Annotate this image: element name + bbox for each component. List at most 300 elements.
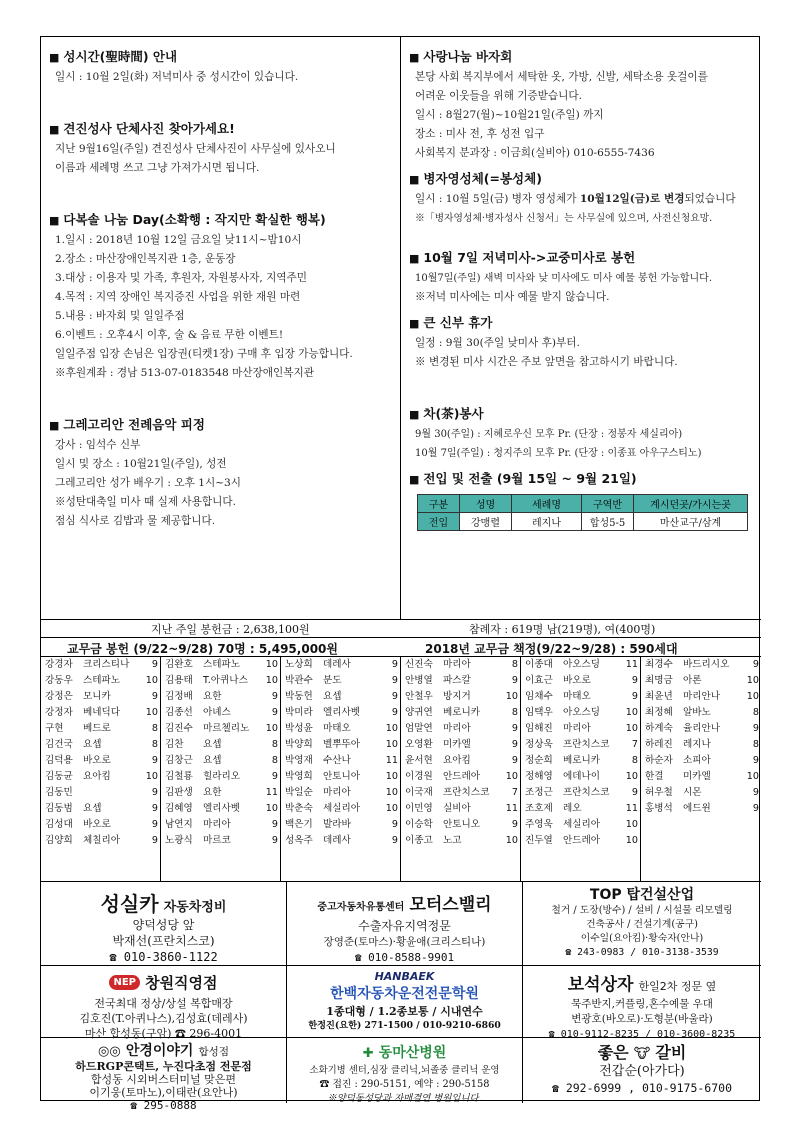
- member-name: 김혜영: [165, 803, 193, 814]
- member-name: 백은기: [285, 819, 313, 830]
- month-count: 8: [151, 739, 158, 750]
- member-name: 허우철: [645, 787, 673, 798]
- member-name: 노광식: [165, 835, 193, 846]
- month-count: 8: [511, 659, 518, 670]
- baptismal-name: 아론: [683, 675, 702, 686]
- baptismal-name: 프란치스코: [563, 739, 610, 750]
- member-name: 김건국: [45, 739, 73, 750]
- contribution-row: [401, 817, 520, 833]
- member-name: 강정자: [45, 707, 73, 718]
- contribution-head-right: 2018년 교무금 책정(9/22~9/28) : 590세대: [425, 642, 678, 656]
- month-count: 11: [505, 803, 518, 814]
- baptismal-name: 율리안나: [683, 723, 721, 734]
- month-count: 9: [271, 835, 278, 846]
- baptismal-name: 방지거: [443, 691, 471, 702]
- member-name: 김창근: [165, 755, 193, 766]
- month-count: 11: [265, 787, 278, 798]
- baptismal-name: 아오스딩: [563, 659, 601, 670]
- member-name: 김덕용: [45, 755, 73, 766]
- member-name: 박영재: [285, 755, 313, 766]
- contribution-row: [521, 737, 640, 753]
- member-name: 김동범: [45, 803, 73, 814]
- baptismal-name: 마리아: [563, 723, 591, 734]
- contribution-row: [401, 785, 520, 801]
- member-name: 조호제: [525, 803, 553, 814]
- member-name: 조정근: [525, 787, 553, 798]
- member-name: 신진숙: [405, 659, 433, 670]
- month-count: 8: [631, 755, 638, 766]
- member-name: 최경수: [645, 659, 673, 670]
- contribution-row: [521, 785, 640, 801]
- contribution-row: [641, 705, 761, 721]
- month-count: 9: [511, 755, 518, 766]
- member-name: 진두열: [525, 835, 553, 846]
- section-sick-communion: ■ 병자영성체(=봉성체) 일시 : 10월 5일(금) 병자 영성체가 10월12일(금)로 변경되었습니다 ※「병자영성체·병자성사 신청서」는 사무실에 있으며, 사전신청요망.: [409, 171, 736, 224]
- month-count: 10: [385, 739, 398, 750]
- contribution-row: [161, 705, 280, 721]
- baptismal-name: 요한: [203, 787, 222, 798]
- contribution-row: [401, 737, 520, 753]
- month-count: 9: [631, 691, 638, 702]
- contribution-column: [401, 657, 521, 881]
- month-count: 7: [631, 739, 638, 750]
- member-name: 오영환: [405, 739, 433, 750]
- baptismal-name: 마리아: [203, 819, 231, 830]
- square-bullet-icon: ■: [49, 419, 60, 432]
- contribution-row: [41, 721, 160, 737]
- contribution-column: [641, 657, 761, 881]
- month-count: 8: [151, 723, 158, 734]
- month-count: 9: [151, 835, 158, 846]
- baptismal-name: 바오로: [563, 675, 591, 686]
- contribution-row: [521, 753, 640, 769]
- baptismal-name: 마태오: [323, 723, 351, 734]
- baptismal-name: 에드윈: [683, 803, 711, 814]
- baptismal-name: 아녜스: [203, 707, 231, 718]
- baptismal-name: 마리아: [443, 723, 471, 734]
- contribution-head-left: 교무금 봉헌 (9/22~9/28) 70명 : 5,495,000원: [67, 642, 338, 656]
- section-adoration-hour: ■ 성시간(聖時間) 안내 일시 : 10월 2일(화) 저녁미사 중 성시간이 있습니다.: [49, 49, 299, 83]
- month-count: 11: [625, 659, 638, 670]
- member-name: 구현: [45, 723, 64, 734]
- member-name: 김판생: [165, 787, 193, 798]
- baptismal-name: 레지나: [683, 739, 711, 750]
- contribution-row: [161, 817, 280, 833]
- month-count: 9: [271, 771, 278, 782]
- contribution-row: [161, 721, 280, 737]
- month-count: 10: [746, 691, 759, 702]
- summary-bar: [41, 619, 761, 637]
- contribution-row: [41, 753, 160, 769]
- baptismal-name: 요셉: [83, 803, 102, 814]
- member-name: 임채수: [525, 691, 553, 702]
- square-bullet-icon: ■: [409, 252, 420, 265]
- baptismal-name: 스테파노: [203, 659, 241, 670]
- month-count: 10: [505, 771, 518, 782]
- baptismal-name: 엘리사벳: [203, 803, 241, 814]
- member-name: 한결: [645, 771, 664, 782]
- contribution-row: [401, 753, 520, 769]
- contribution-row: [521, 689, 640, 705]
- square-bullet-icon: ■: [49, 123, 60, 136]
- member-name: 홍병석: [645, 803, 673, 814]
- contribution-row: [41, 817, 160, 833]
- contribution-row: [281, 753, 400, 769]
- baptismal-name: 발라바: [323, 819, 351, 830]
- contribution-row: [41, 801, 160, 817]
- section-move-in-out: ■ 전입 및 전출 (9월 15일 ~ 9월 21일) 구분 성명 세례명 구역반 계시던곳/가시는곳 전입 강맹렬 레지나 합성5-5 마산교구/삼계: [409, 469, 753, 531]
- contribution-row: [401, 769, 520, 785]
- month-count: 11: [625, 803, 638, 814]
- member-name: 김종선: [165, 707, 193, 718]
- ad-good-galbi: 좋은 🐮 갈비 전갑순(아가다) ☎ 292-6999 , 010-9175-6700: [551, 1043, 732, 1095]
- contribution-row: [41, 657, 160, 673]
- contribution-row: [41, 689, 160, 705]
- member-name: 정순희: [525, 755, 553, 766]
- contribution-row: [161, 833, 280, 849]
- month-count: 9: [631, 675, 638, 686]
- contribution-row: [161, 801, 280, 817]
- month-count: 9: [391, 835, 398, 846]
- contribution-grid: [41, 657, 761, 881]
- contribution-column: [161, 657, 281, 881]
- month-count: 10: [385, 723, 398, 734]
- baptismal-name: 시몬: [683, 787, 702, 798]
- baptismal-name: 체칠리아: [83, 835, 121, 846]
- contribution-row: [161, 785, 280, 801]
- month-count: 10: [746, 675, 759, 686]
- month-count: 9: [511, 723, 518, 734]
- baptismal-name: 요셉: [203, 739, 222, 750]
- member-name: 김찬: [165, 739, 184, 750]
- contribution-row: [521, 833, 640, 849]
- member-name: 하순자: [645, 755, 673, 766]
- nep-logo: NEP: [109, 975, 140, 990]
- month-count: 10: [145, 707, 158, 718]
- left-column: [41, 37, 401, 619]
- contribution-row: [161, 689, 280, 705]
- contribution-row: [641, 657, 761, 673]
- baptismal-name: 요한: [203, 691, 222, 702]
- contribution-row: [401, 673, 520, 689]
- baptismal-name: 베네딕다: [83, 707, 121, 718]
- contribution-row: [161, 737, 280, 753]
- contribution-row: [641, 801, 761, 817]
- baptismal-name: 안토니오: [443, 819, 481, 830]
- ad-seongsil-car: 성실카 자동차정비 양덕성당 앞 박재선(프란치스코) ☎ 010-3860-1122: [41, 882, 287, 966]
- member-name: 임택우: [525, 707, 553, 718]
- member-name: 하레진: [645, 739, 673, 750]
- contribution-row: [281, 817, 400, 833]
- baptismal-name: 바드리시오: [683, 659, 730, 670]
- month-count: 10: [625, 707, 638, 718]
- member-name: 강동우: [45, 675, 73, 686]
- member-name: 김성대: [45, 819, 73, 830]
- contribution-row: [521, 673, 640, 689]
- contribution-row: [281, 721, 400, 737]
- contribution-row: [641, 721, 761, 737]
- member-name: 안철우: [405, 691, 433, 702]
- month-count: 10: [265, 803, 278, 814]
- member-name: 김동민: [45, 787, 73, 798]
- ads-section: [41, 881, 761, 1112]
- baptismal-name: 요셉: [203, 755, 222, 766]
- contribution-row: [41, 833, 160, 849]
- contribution-row: [641, 737, 761, 753]
- square-bullet-icon: ■: [49, 51, 60, 64]
- contribution-row: [641, 817, 761, 833]
- member-name: 김완호: [165, 659, 193, 670]
- member-name: 안병열: [405, 675, 433, 686]
- contribution-row: [161, 753, 280, 769]
- attendance-total: 참례자 : 619명 남(219명), 여(400명): [469, 623, 656, 636]
- baptismal-name: 스테파노: [83, 675, 121, 686]
- month-count: 8: [271, 739, 278, 750]
- member-name: 박춘숙: [285, 803, 313, 814]
- member-name: 양귀연: [405, 707, 433, 718]
- ad-top-construction: TOP 탑건설산업 철거 / 도장(방수) / 설비 / 시설물 리모델링 건축공사 / 건설기계(공구) 이수일(요아킴)·황숙자(안나) ☎ 243-0983 / 010-3138-3539: [523, 882, 761, 966]
- month-count: 7: [511, 787, 518, 798]
- member-name: 정상욱: [525, 739, 553, 750]
- member-name: 이승학: [405, 819, 433, 830]
- baptismal-name: 소피아: [683, 755, 711, 766]
- member-name: 김양희: [45, 835, 73, 846]
- member-name: 엄말연: [405, 723, 433, 734]
- baptismal-name: 알바노: [683, 707, 711, 718]
- baptismal-name: 데레사: [323, 659, 351, 670]
- member-name: 노상희: [285, 659, 313, 670]
- baptismal-name: 마리아: [443, 659, 471, 670]
- month-count: 9: [151, 803, 158, 814]
- square-bullet-icon: ■: [49, 214, 60, 227]
- ad-dongmasan-hospital: ✚ 동마산병원 소화기병 센터,심장 클리닉,뇌졸중 클리닉 운영 ☎ 접진 : 290-5151, 예약 : 290-5158 ※양덕동성당과 자매결연 병원입니다.: [287, 1038, 523, 1103]
- month-count: 10: [145, 771, 158, 782]
- member-name: 이종대: [525, 659, 553, 670]
- contribution-row: [641, 785, 761, 801]
- contribution-row: [641, 769, 761, 785]
- contribution-row: [161, 657, 280, 673]
- baptismal-name: 미카엘: [683, 771, 711, 782]
- month-count: 9: [151, 819, 158, 830]
- month-count: 9: [271, 691, 278, 702]
- hanbaek-logo: HANBAEK: [374, 970, 435, 983]
- contribution-row: [281, 801, 400, 817]
- month-count: 9: [391, 691, 398, 702]
- section-tea-service: ■ 차(茶)봉사 9월 30(주일) : 지혜로우신 모후 Pr. (단장 : 정봉자 세실리아) 10월 7일(주일) : 청지주의 모후 Pr. (단장 : 이종표 아우구스티노): [409, 406, 702, 459]
- contribution-row: [281, 673, 400, 689]
- contribution-row: [281, 833, 400, 849]
- month-count: 9: [752, 659, 759, 670]
- member-name: 강정은: [45, 691, 73, 702]
- contribution-row: [401, 833, 520, 849]
- baptismal-name: T.아퀴나스: [203, 675, 248, 686]
- month-count: 10: [625, 723, 638, 734]
- month-count: 9: [752, 787, 759, 798]
- member-name: 최정혜: [645, 707, 673, 718]
- month-count: 10: [625, 771, 638, 782]
- baptismal-name: 모니카: [83, 691, 111, 702]
- contribution-row: [521, 705, 640, 721]
- baptismal-name: 수산나: [323, 755, 351, 766]
- member-name: 이국재: [405, 787, 433, 798]
- ad-motors-valley: 중고자동차유통센터 모터스밸리 수출자유지역정문 장영준(토마스)·황윤애(크리스티나) ☎ 010-8588-9901: [287, 882, 523, 966]
- month-count: 10: [145, 675, 158, 686]
- member-name: 박영희: [285, 771, 313, 782]
- baptismal-name: 엘리사벳: [323, 707, 361, 718]
- contribution-row: [281, 737, 400, 753]
- baptismal-name: 베로니카: [563, 755, 601, 766]
- contribution-row: [641, 689, 761, 705]
- contribution-row: [401, 705, 520, 721]
- month-count: 10: [625, 819, 638, 830]
- baptismal-name: 요셉: [323, 691, 342, 702]
- month-count: 10: [385, 787, 398, 798]
- member-name: 박관수: [285, 675, 313, 686]
- baptismal-name: 바오로: [83, 755, 111, 766]
- member-name: 이민영: [405, 803, 433, 814]
- member-name: 박양희: [285, 739, 313, 750]
- contribution-row: [281, 705, 400, 721]
- member-name: 최윤년: [645, 691, 673, 702]
- month-count: 8: [511, 707, 518, 718]
- month-count: 9: [511, 675, 518, 686]
- member-name: 김정배: [165, 691, 193, 702]
- month-count: 9: [631, 787, 638, 798]
- contribution-row: [401, 657, 520, 673]
- month-count: 9: [151, 755, 158, 766]
- contribution-row: [41, 673, 160, 689]
- month-count: 10: [505, 835, 518, 846]
- contribution-row: [401, 689, 520, 705]
- month-count: 8: [752, 739, 759, 750]
- ad-jewelry-box: 보석상자 한일2차 정문 옆 묵주반지,커플링,혼수예물 우대 변광호(바오로)·도형분(바울라) ☎ 010-9112-8235 / 010-3600-8235: [523, 966, 761, 1038]
- baptismal-name: 안토니아: [323, 771, 361, 782]
- member-name: 박성윤: [285, 723, 313, 734]
- contribution-row: [281, 689, 400, 705]
- contribution-row: [641, 673, 761, 689]
- month-count: 10: [625, 835, 638, 846]
- month-count: 10: [385, 803, 398, 814]
- month-count: 9: [752, 755, 759, 766]
- member-name: 주영욱: [525, 819, 553, 830]
- month-count: 10: [385, 771, 398, 782]
- baptismal-name: 안드레아: [563, 835, 601, 846]
- baptismal-name: 노고: [443, 835, 462, 846]
- month-count: 9: [391, 675, 398, 686]
- baptismal-name: 아오스딩: [563, 707, 601, 718]
- contribution-row: [161, 673, 280, 689]
- month-count: 8: [271, 755, 278, 766]
- section-gregorian-retreat: ■ 그레고리안 전례음악 피정 강사 : 임석수 신부 일시 및 장소 : 10월21일(주일), 성전 그레고리안 성가 배우기 : 오후 1시~3시 ※성탄대축일 미사 때 실제 사용합니다. 점심 식사로 김밥과 물 제공합니다.: [49, 417, 242, 527]
- move-table: [417, 494, 748, 531]
- member-name: 박미라: [285, 707, 313, 718]
- glasses-icon: ◎◎: [98, 1044, 121, 1059]
- month-count: 9: [511, 819, 518, 830]
- baptismal-name: 레오: [563, 803, 582, 814]
- member-name: 이종고: [405, 835, 433, 846]
- baptismal-name: 세실리아: [323, 803, 361, 814]
- member-name: 성옥주: [285, 835, 313, 846]
- square-bullet-icon: ■: [409, 473, 420, 486]
- month-count: 9: [151, 691, 158, 702]
- contribution-row: [281, 769, 400, 785]
- contribution-column: [41, 657, 161, 881]
- baptismal-name: 마리안나: [683, 691, 721, 702]
- member-name: 김진수: [165, 723, 193, 734]
- ad-nep-store: NEP 창원직영점 전국최대 정상/상설 복합매장 김호진(T.아퀴나스),김성효(데레사) 마산 합성동(구암) ☎ 296-4001: [41, 966, 287, 1038]
- move-table-row: 전입 강맹렬 레지나 합성5-5 마산교구/삼계: [418, 513, 748, 531]
- month-count: 10: [265, 675, 278, 686]
- month-count: 8: [752, 707, 759, 718]
- ad-glasses-story: ◎◎ 안경이야기 합성점 하드RGP콘택트, 누진다초점 전문점 합성동 시외버스터미널 맞은편 이기웅(토마노),이태란(요안나) ☎ 295-0888: [41, 1038, 287, 1103]
- member-name: 이경원: [405, 771, 433, 782]
- baptismal-name: 마르코: [203, 835, 231, 846]
- baptismal-name: 안드레아: [443, 771, 481, 782]
- baptismal-name: 미카엘: [443, 739, 471, 750]
- contribution-row: [401, 721, 520, 737]
- month-count: 9: [271, 819, 278, 830]
- contribution-row: [41, 737, 160, 753]
- baptismal-name: 프란치스코: [443, 787, 490, 798]
- baptismal-name: 프란치스코: [563, 787, 610, 798]
- member-name: 윤서현: [405, 755, 433, 766]
- member-name: 정해영: [525, 771, 553, 782]
- month-count: 11: [385, 755, 398, 766]
- contribution-row: [161, 769, 280, 785]
- baptismal-name: 베드로: [83, 723, 111, 734]
- month-count: 10: [265, 723, 278, 734]
- baptismal-name: 베로니카: [443, 707, 481, 718]
- baptismal-name: 분도: [323, 675, 342, 686]
- baptismal-name: 힐라리오: [203, 771, 241, 782]
- month-count: 9: [151, 787, 158, 798]
- contribution-column: [281, 657, 401, 881]
- baptismal-name: 데레사: [323, 835, 351, 846]
- section-confirmation-photo: ■ 견진성사 단체사진 찾아가세요! 지난 9월16일(주일) 견진성사 단체사진이 사무실에 있사오니 이름과 세례명 쓰고 그냥 가져가시면 됩니다.: [49, 121, 336, 174]
- right-column: [401, 37, 761, 619]
- contribution-row: [521, 721, 640, 737]
- hospital-cross-icon: ✚: [362, 1046, 374, 1061]
- square-bullet-icon: ■: [409, 51, 420, 64]
- month-count: 9: [752, 803, 759, 814]
- baptismal-name: 크리스티나: [83, 659, 130, 670]
- member-name: 김동균: [45, 771, 73, 782]
- member-name: 하계숙: [645, 723, 673, 734]
- member-name: 임해진: [525, 723, 553, 734]
- month-count: 9: [151, 659, 158, 670]
- member-name: 남연지: [165, 819, 193, 830]
- move-table-header: 구분 성명 세례명 구역반 계시던곳/가시는곳: [418, 495, 748, 513]
- baptismal-name: 요아킴: [443, 755, 471, 766]
- square-bullet-icon: ■: [409, 317, 420, 330]
- contribution-column: [521, 657, 641, 881]
- baptismal-name: 마리아: [323, 787, 351, 798]
- member-name: 박일순: [285, 787, 313, 798]
- contribution-row: [41, 785, 160, 801]
- member-name: 이효근: [525, 675, 553, 686]
- baptismal-name: 마태오: [563, 691, 591, 702]
- baptismal-name: 요셉: [83, 739, 102, 750]
- month-count: 9: [271, 707, 278, 718]
- baptismal-name: 파스칼: [443, 675, 471, 686]
- member-name: 강경자: [45, 659, 73, 670]
- month-count: 9: [752, 723, 759, 734]
- month-count: 10: [505, 691, 518, 702]
- baptismal-name: 실비아: [443, 803, 471, 814]
- square-bullet-icon: ■: [409, 408, 420, 421]
- ad-hanbaek-driving: HANBAEK 한백자동차운전전문학원 1종대형 / 1.2종보통 / 시내연수 한정진(요한) 271-1500 / 010-9210-6860: [287, 966, 523, 1038]
- contribution-row: [401, 801, 520, 817]
